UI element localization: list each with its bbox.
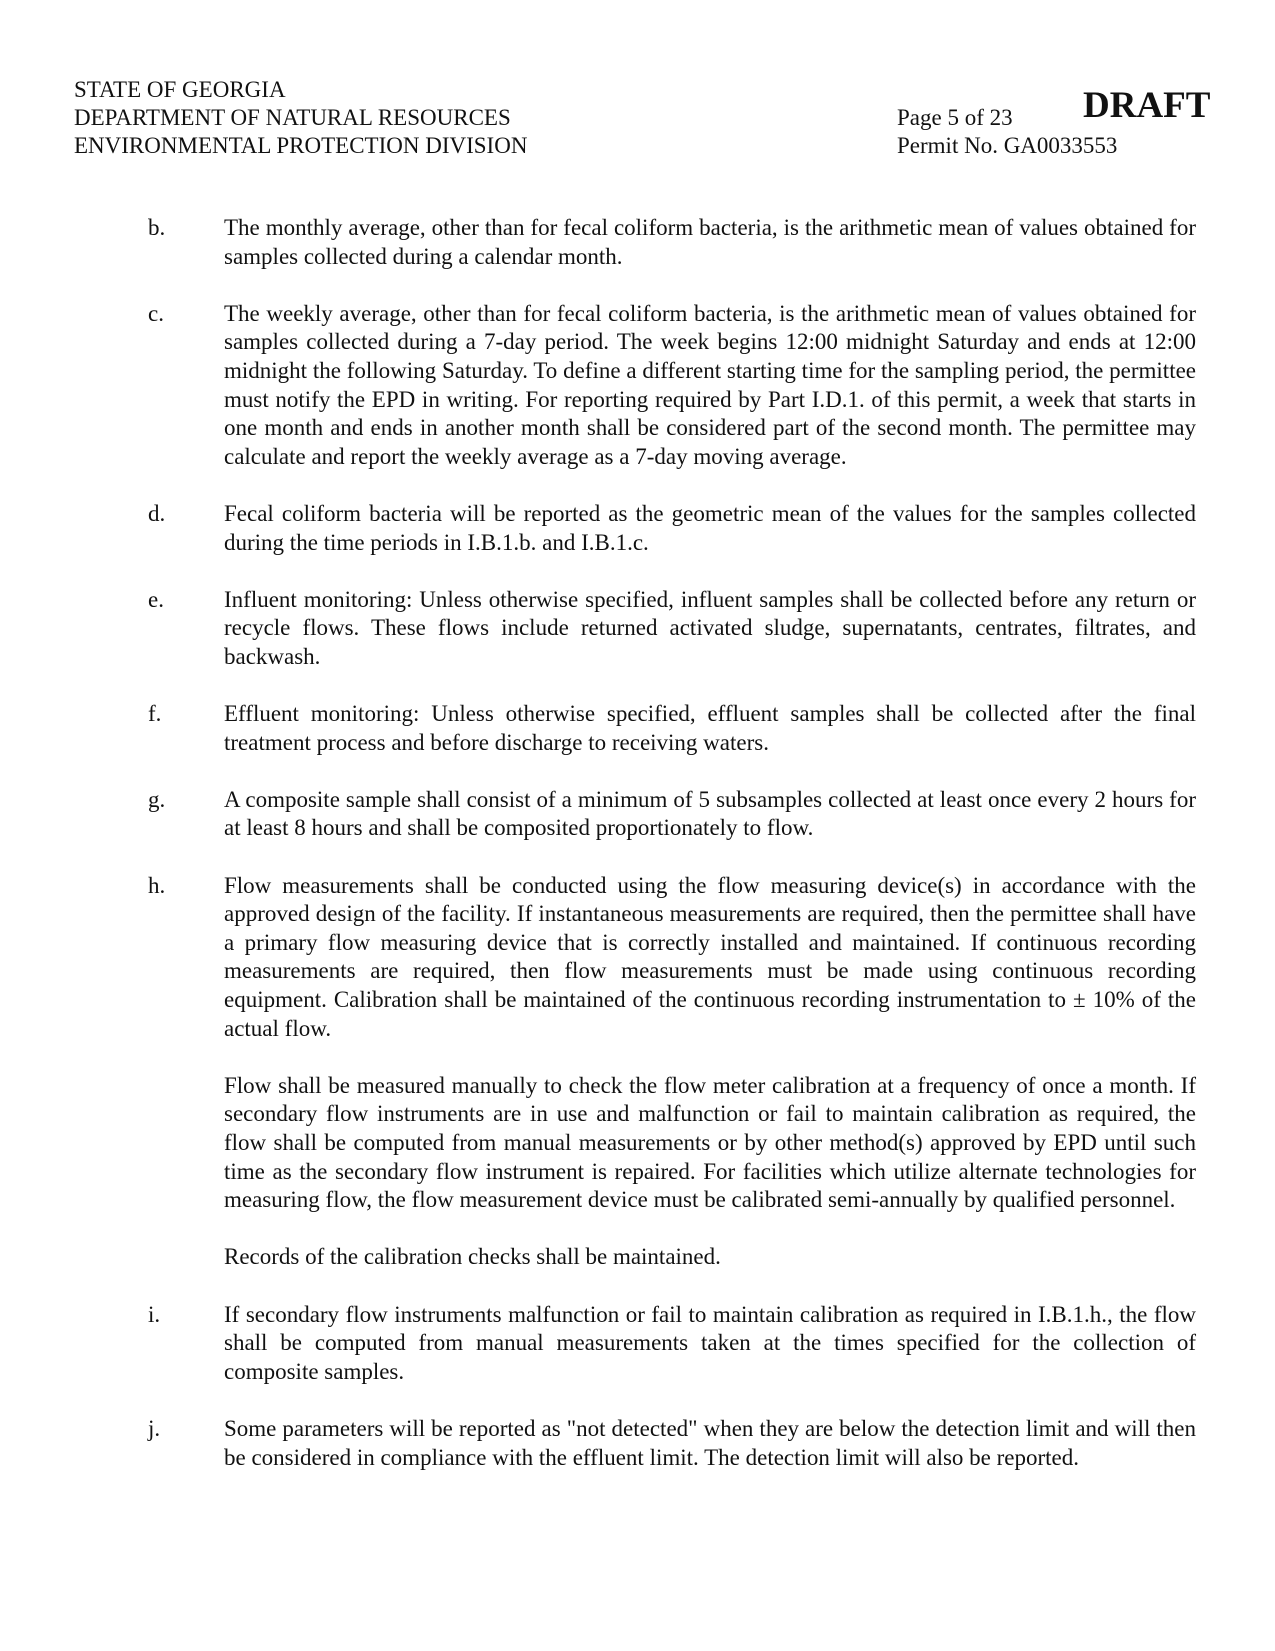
- list-item-body: [224, 500, 1196, 557]
- paragraph: The weekly average, other than for fecal coliform bacteria, is the arithmetic mean of values obtained for samples collected during a 7-day period. The week begins 12:00 midnight Saturday and ends at 12:00 midnight the following Saturday. To define a different starting time for the sampling period, the permittee must notify the EPD in writing. For reporting required by Part I.D.1. of this permit, a week that starts in one month and ends in another month shall be considered part of the second month. The permittee may calculate and report the weekly average as a 7-day moving average.: [224, 300, 1196, 469]
- paragraph: If secondary flow instruments malfunction or fail to maintain calibration as required in I.B.1.h., the flow shall be computed from manual measurements taken at the times specified for the collection of composite samples.: [224, 1301, 1196, 1384]
- list-item-letter: b.: [148, 215, 166, 240]
- page-info: [897, 104, 1117, 160]
- list-item-body: [224, 1415, 1196, 1472]
- permit-number: Permit No. GA0033553: [897, 133, 1118, 158]
- list-item: [148, 586, 1198, 672]
- list-item-letter: i.: [148, 1301, 161, 1327]
- list-item-letter: e.: [148, 586, 164, 612]
- list-item: [148, 872, 1198, 1272]
- paragraph: Records of the calibration checks shall be maintained.: [224, 1244, 721, 1270]
- draft-stamp: DRAFT: [1083, 85, 1211, 126]
- list-item-body: [224, 872, 1196, 1272]
- paragraph: Effluent monitoring: Unless otherwise specified, effluent samples shall be collected after the final treatment process and before discharge to receiving waters.: [224, 701, 1196, 755]
- list-item: [148, 1415, 1198, 1472]
- agency-line-state: STATE OF GEORGIA: [74, 77, 286, 102]
- paragraph: Flow measurements shall be conducted using the flow measuring device(s) in accordance with the approved design of the facility. If instantaneous measurements are required, then the permittee shall have a primary flow measuring device that is correctly installed and maintained. If continuous recording measurements are required, then flow measurements must be made using continuous recording equipment. Calibration shall be maintained of the continuous recording instrumentation to ± 10% of the actual flow.: [224, 872, 1196, 1041]
- list-item-letter: d.: [148, 500, 166, 526]
- list-item: [148, 300, 1198, 472]
- paragraph: Influent monitoring: Unless otherwise specified, influent samples shall be collected before any return or recycle flows. These flows include returned activated sludge, supernatants, centrates, filtrates, and backwash.: [224, 586, 1196, 669]
- paragraph: The monthly average, other than for fecal coliform bacteria, is the arithmetic mean of values obtained for samples collected during a calendar month.: [224, 215, 1196, 269]
- list-item: [148, 1301, 1198, 1387]
- list-item: [148, 786, 1198, 843]
- agency-header: [74, 76, 527, 160]
- list-item-body: [224, 1301, 1196, 1387]
- paragraph: A composite sample shall consist of a minimum of 5 subsamples collected at least once every 2 hours for at least 8 hours and shall be composited proportionately to flow.: [224, 786, 1196, 841]
- list-item-body: [224, 214, 1196, 271]
- list-item-body: [224, 586, 1196, 672]
- list-item-body: [224, 300, 1196, 472]
- list-item-letter: f.: [148, 701, 162, 727]
- list-item-letter: h.: [148, 872, 166, 898]
- page-number: Page 5 of 23: [897, 105, 1013, 130]
- list-item: [148, 500, 1198, 557]
- agency-line-department: DEPARTMENT OF NATURAL RESOURCES: [74, 105, 511, 130]
- agency-line-division: ENVIRONMENTAL PROTECTION DIVISION: [74, 133, 528, 158]
- list-item-letter: g.: [148, 786, 166, 812]
- list-item-body: [224, 786, 1196, 843]
- document-body: [148, 214, 1198, 1501]
- list-item-body: [224, 700, 1196, 757]
- paragraph: Fecal coliform bacteria will be reported as the geometric mean of the values for the samples collected during the time periods in I.B.1.b. and I.B.1.c.: [224, 500, 1196, 555]
- paragraph: Some parameters will be reported as "not detected" when they are below the detection limit and will then be considered in compliance with the effluent limit. The detection limit will also be reported.: [224, 1415, 1196, 1470]
- paragraph: Flow shall be measured manually to check the flow meter calibration at a frequency of once a month. If secondary flow instruments are in use and malfunction or fail to maintain calibration as required, the flow shall be computed from manual measurements or by other method(s) approved by EPD until such time as the secondary flow instrument is repaired. For facilities which utilize alternate technologies for measuring flow, the flow measurement device must be calibrated semi-annually by qualified personnel.: [224, 1072, 1196, 1213]
- list-item-letter: j.: [148, 1415, 161, 1441]
- list-item: [148, 214, 1198, 271]
- list-item: [148, 700, 1198, 757]
- list-item-letter: c.: [148, 300, 164, 326]
